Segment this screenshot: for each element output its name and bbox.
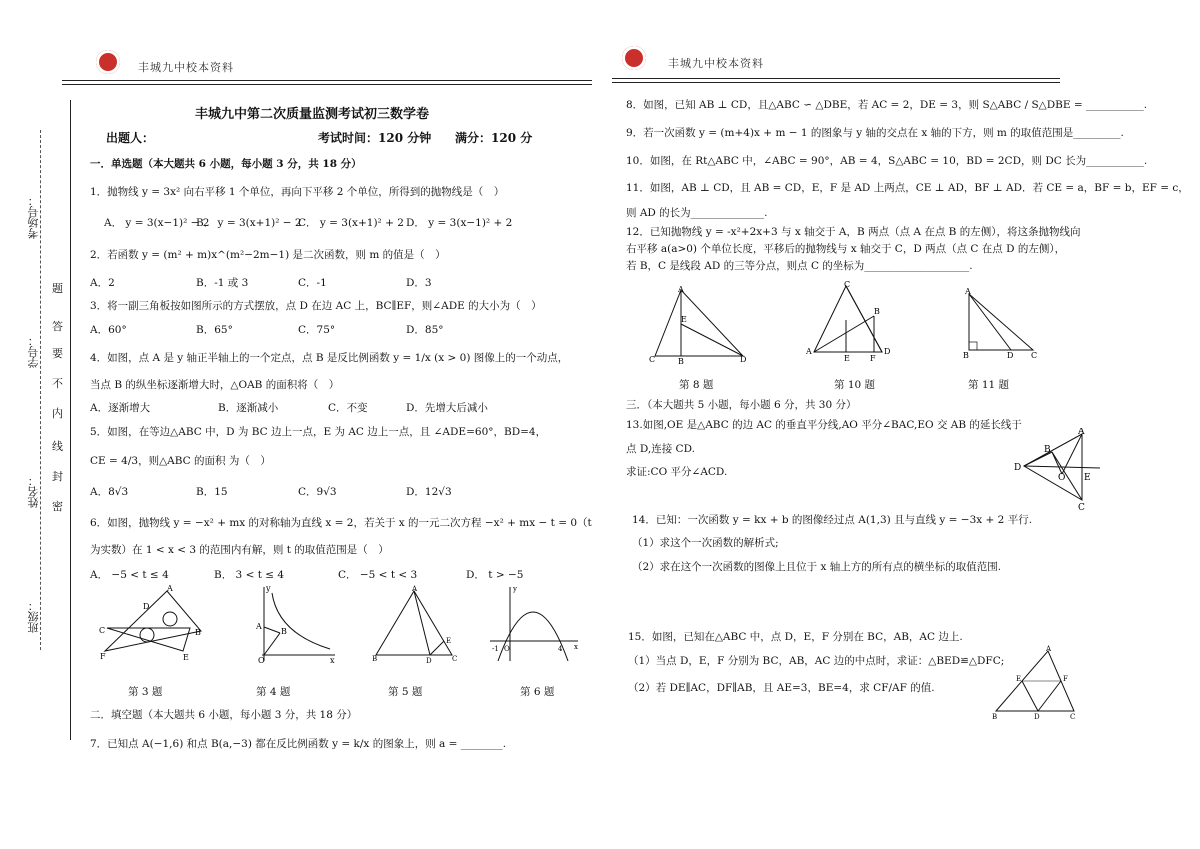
question-14-part1: （1）求这个一次函数的解析式;	[632, 537, 779, 549]
figure-caption-q6: 第 6 题	[520, 686, 555, 698]
exam-time: 考试时间：120 分钟	[318, 131, 432, 145]
svg-text:C: C	[1070, 713, 1076, 721]
svg-text:B: B	[1044, 445, 1051, 455]
svg-text:O: O	[504, 645, 510, 653]
name-label: 姓名：	[27, 475, 40, 508]
svg-text:D: D	[884, 347, 891, 356]
section-1-heading: 一．单选题（本大题共 6 小题，每小题 3 分，共 18 分）	[90, 158, 362, 170]
option: D． y = 3(x−1)² + 2	[406, 217, 513, 229]
svg-text:C: C	[452, 655, 458, 663]
svg-text:B: B	[372, 655, 378, 663]
school-logo	[96, 50, 120, 74]
svg-text:D: D	[740, 355, 747, 364]
exam-room-label: 考场号：	[27, 195, 40, 239]
svg-text:A: A	[678, 285, 684, 294]
header-rule-thin	[62, 84, 592, 85]
seal-char: 封	[52, 470, 63, 483]
option: D． t > −5	[466, 569, 524, 581]
student-id-label: 学号：	[27, 335, 40, 368]
question-5-line1: 5．如图，在等边△ABC 中，D 为 BC 边上一点，E 为 AC 边上一点，且 ∠ADE=60°，BD=4，	[90, 426, 547, 438]
svg-text:x: x	[330, 656, 335, 665]
figure-q11	[955, 284, 1050, 364]
option: A． −5 < t ≤ 4	[90, 569, 169, 581]
svg-text:C: C	[99, 626, 106, 635]
svg-text:E: E	[681, 315, 687, 324]
option: C．不变	[328, 402, 368, 414]
svg-text:O: O	[258, 656, 265, 665]
question-2: 2．若函数 y = (m² + m)x^(m²−2m−1) 是二次函数，则 m 的值是（ ）	[90, 249, 446, 261]
header-rule-right-thin	[612, 82, 1060, 83]
binding-line	[70, 100, 71, 740]
question-4-line1: 4．如图，点 A 是 y 轴正半轴上的一个定点，点 B 是反比例函数 y = 1/x (x > 0) 图像上的一个动点，	[90, 352, 569, 364]
figure-caption-q11: 第 11 题	[968, 379, 1010, 391]
seal-char: 要	[52, 347, 63, 360]
option: B． 3 < t ≤ 4	[214, 569, 285, 581]
question-12-line3: 若 B，C 是线段 AD 的三等分点，则点 C 的坐标为____________________.	[626, 260, 973, 272]
question-15-part2: （2）若 DE∥AC，DF∥AB，且 AE=3，BE=4，求 CF/AF 的值.	[628, 682, 935, 694]
option: A．逐渐增大	[90, 402, 151, 414]
svg-text:B: B	[195, 628, 201, 637]
svg-text:A: A	[1046, 645, 1052, 653]
school-logo-right	[622, 46, 646, 70]
figure-caption-q8: 第 8 题	[679, 379, 714, 391]
svg-text:A: A	[806, 347, 812, 356]
svg-text:A: A	[1078, 428, 1085, 437]
question-7: 7．已知点 A(−1,6) 和点 B(a,−3) 都在反比例函数 y = k/x 的图象上，则 a = ________.	[90, 738, 507, 750]
seal-char: 答	[52, 320, 63, 333]
question-14-part2: （2）求在这个一次函数的图像上且位于 x 轴上方的所有点的横坐标的取值范围.	[632, 561, 1002, 573]
svg-text:B: B	[963, 351, 969, 360]
svg-text:E: E	[1016, 675, 1022, 683]
figure-caption-q4: 第 4 题	[256, 686, 291, 698]
question-6-line1: 6．如图，抛物线 y = −x² + mx 的对称轴为直线 x = 2，若关于 x 的一元二次方程 −x² + mx − t = 0（t	[90, 517, 592, 529]
question-8: 8．如图，已知 AB ⊥ CD，且△ABC ∽ △DBE，若 AC = 2，DE = 3，则 S△ABC / S△DBE = ___________.	[626, 99, 1148, 111]
figure-q8	[645, 284, 750, 366]
figure-q5	[372, 585, 460, 665]
option: A． y = 3(x−1)² − 2	[104, 217, 210, 229]
svg-text:E: E	[446, 637, 452, 645]
question-11-line1: 11．如图，AB ⊥ CD，且 AB = CD，E，F 是 AD 上两点，CE ⊥ AD，BF ⊥ AD．若 CE = a，BF = b，EF = c，	[626, 182, 1189, 194]
svg-text:4: 4	[558, 645, 563, 653]
seal-char: 不	[52, 377, 63, 390]
option: D．85°	[406, 324, 444, 336]
svg-text:F: F	[1063, 675, 1068, 683]
seal-char: 密	[52, 500, 63, 513]
option: B．65°	[196, 324, 233, 336]
option: A．2	[90, 277, 115, 289]
svg-text:O: O	[1058, 473, 1066, 483]
option: C． −5 < t < 3	[338, 569, 418, 581]
svg-text:-1: -1	[492, 645, 499, 653]
question-11-line2: 则 AD 的长为______________.	[626, 207, 768, 219]
seal-char: 线	[52, 440, 63, 453]
figure-q6	[488, 583, 580, 663]
question-15: 15．如图，已知在△ABC 中，点 D，E，F 分别在 BC，AB，AC 边上.	[628, 631, 963, 643]
seal-char: 题	[52, 282, 63, 295]
svg-text:A: A	[412, 585, 418, 593]
option: B．15	[196, 486, 228, 498]
question-12-line1: 12．已知抛物线 y = -x²+2x+3 与 x 轴交于 A，B 两点（点 A 在点 B 的左侧），将这条抛物线向	[626, 226, 1081, 238]
svg-text:x: x	[574, 643, 578, 651]
question-13-line1: 13.如图,OE 是△ABC 的边 AC 的垂直平分线,AO 平分∠BAC,EO 交 AB 的延长线于	[626, 419, 1022, 431]
svg-text:A: A	[965, 287, 971, 296]
svg-text:y: y	[513, 585, 517, 593]
question-5-line2: CE = 4/3，则△ABC 的面积 为（ ）	[90, 455, 271, 467]
option: C．75°	[298, 324, 336, 336]
section-2-heading: 二．填空题（本大题共 6 小题，每小题 3 分，共 18 分）	[90, 709, 358, 721]
svg-text:F: F	[870, 354, 876, 363]
option: D．12√3	[406, 486, 452, 498]
option: C．9√3	[298, 486, 337, 498]
option: C．-1	[298, 277, 327, 289]
question-9: 9．若一次函数 y = (m+4)x + m − 1 的图象与 y 轴的交点在 x 轴的下方，则 m 的取值范围是_________.	[626, 127, 1124, 139]
svg-text:y: y	[266, 584, 271, 593]
svg-text:B: B	[678, 357, 684, 366]
svg-text:E: E	[183, 653, 189, 662]
svg-text:B: B	[874, 307, 880, 316]
option: B． y = 3(x+1)² − 2	[196, 217, 302, 229]
svg-text:C: C	[1078, 503, 1085, 512]
svg-text:C: C	[649, 355, 656, 364]
header-school-note: 丰城九中校本资料	[138, 61, 234, 74]
question-3: 3．将一副三角板按如图所示的方式摆放，点 D 在边 AC 上，BC∥EF，则∠ADE 的大小为（ ）	[90, 300, 542, 312]
svg-text:A: A	[167, 584, 173, 593]
figure-q3	[95, 583, 210, 663]
class-label: 班级：	[27, 600, 40, 633]
option: B．-1 或 3	[196, 277, 249, 289]
svg-text:A: A	[256, 622, 262, 631]
figure-q10	[800, 280, 900, 364]
header-school-note-right: 丰城九中校本资料	[668, 57, 764, 70]
svg-text:D: D	[1014, 463, 1022, 473]
figure-q15	[990, 645, 1082, 723]
svg-text:C: C	[1031, 351, 1038, 360]
question-1: 1．抛物线 y = 3x² 向右平移 1 个单位，再向下平移 2 个单位，所得到的抛物线是（ ）	[90, 186, 505, 198]
option: A．60°	[90, 324, 127, 336]
exam-title: 丰城九中第二次质量监测考试初三数学卷	[195, 107, 430, 122]
question-4-line2: 当点 B 的纵坐标逐渐增大时，△OAB 的面积将（ ）	[90, 379, 340, 391]
question-10: 10．如图，在 Rt△ABC 中，∠ABC = 90°，AB = 4，S△ABC = 10，BD = 2CD，则 DC 长为___________.	[626, 155, 1148, 167]
figure-caption-q3: 第 3 题	[128, 686, 163, 698]
seal-char: 内	[52, 407, 63, 420]
question-13-line3: 求证:CO 平分∠ACD.	[626, 466, 728, 478]
header-rule	[62, 80, 592, 81]
svg-text:E: E	[1084, 473, 1091, 483]
figure-caption-q10: 第 10 题	[834, 379, 876, 391]
section-3-heading: 三．（本大题共 5 小题，每小题 6 分，共 30 分）	[626, 399, 857, 411]
question-14: 14．已知：一次函数 y = kx + b 的图像经过点 A(1,3) 且与直线 y = −3x + 2 平行.	[632, 514, 1033, 526]
figure-q4	[250, 583, 340, 665]
svg-text:D: D	[143, 602, 150, 611]
option: D．3	[406, 277, 432, 289]
question-13-line2: 点 D,连接 CD.	[626, 443, 695, 455]
author-label: 出题人：	[106, 131, 155, 145]
question-12-line2: 右平移 a(a>0) 个单位长度，平移后的抛物线与 x 轴交于 C，D 两点（点 C 在点 D 的左侧），	[626, 243, 1066, 255]
svg-text:E: E	[844, 354, 850, 363]
header-rule-right	[612, 78, 1060, 79]
full-score: 满分：120 分	[455, 131, 533, 145]
figure-q13	[1012, 428, 1104, 512]
option: A．8√3	[90, 486, 129, 498]
question-6-line2: 为实数）在 1 < x < 3 的范围内有解，则 t 的取值范围是（ ）	[90, 544, 389, 556]
svg-text:D: D	[1007, 351, 1014, 360]
question-15-part1: （1）当点 D，E，F 分别为 BC，AB，AC 边的中点时，求证：△BED≌△DFC;	[628, 655, 1005, 667]
option: B．逐渐减小	[218, 402, 279, 414]
svg-text:B: B	[281, 627, 287, 636]
option: C． y = 3(x+1)² + 2	[298, 217, 404, 229]
svg-text:C: C	[844, 280, 851, 289]
figure-caption-q5: 第 5 题	[388, 686, 423, 698]
svg-text:D: D	[1034, 713, 1040, 721]
svg-text:F: F	[100, 652, 106, 661]
svg-text:B: B	[992, 713, 998, 721]
option: D．先增大后减小	[406, 402, 488, 414]
svg-text:D: D	[426, 657, 432, 665]
